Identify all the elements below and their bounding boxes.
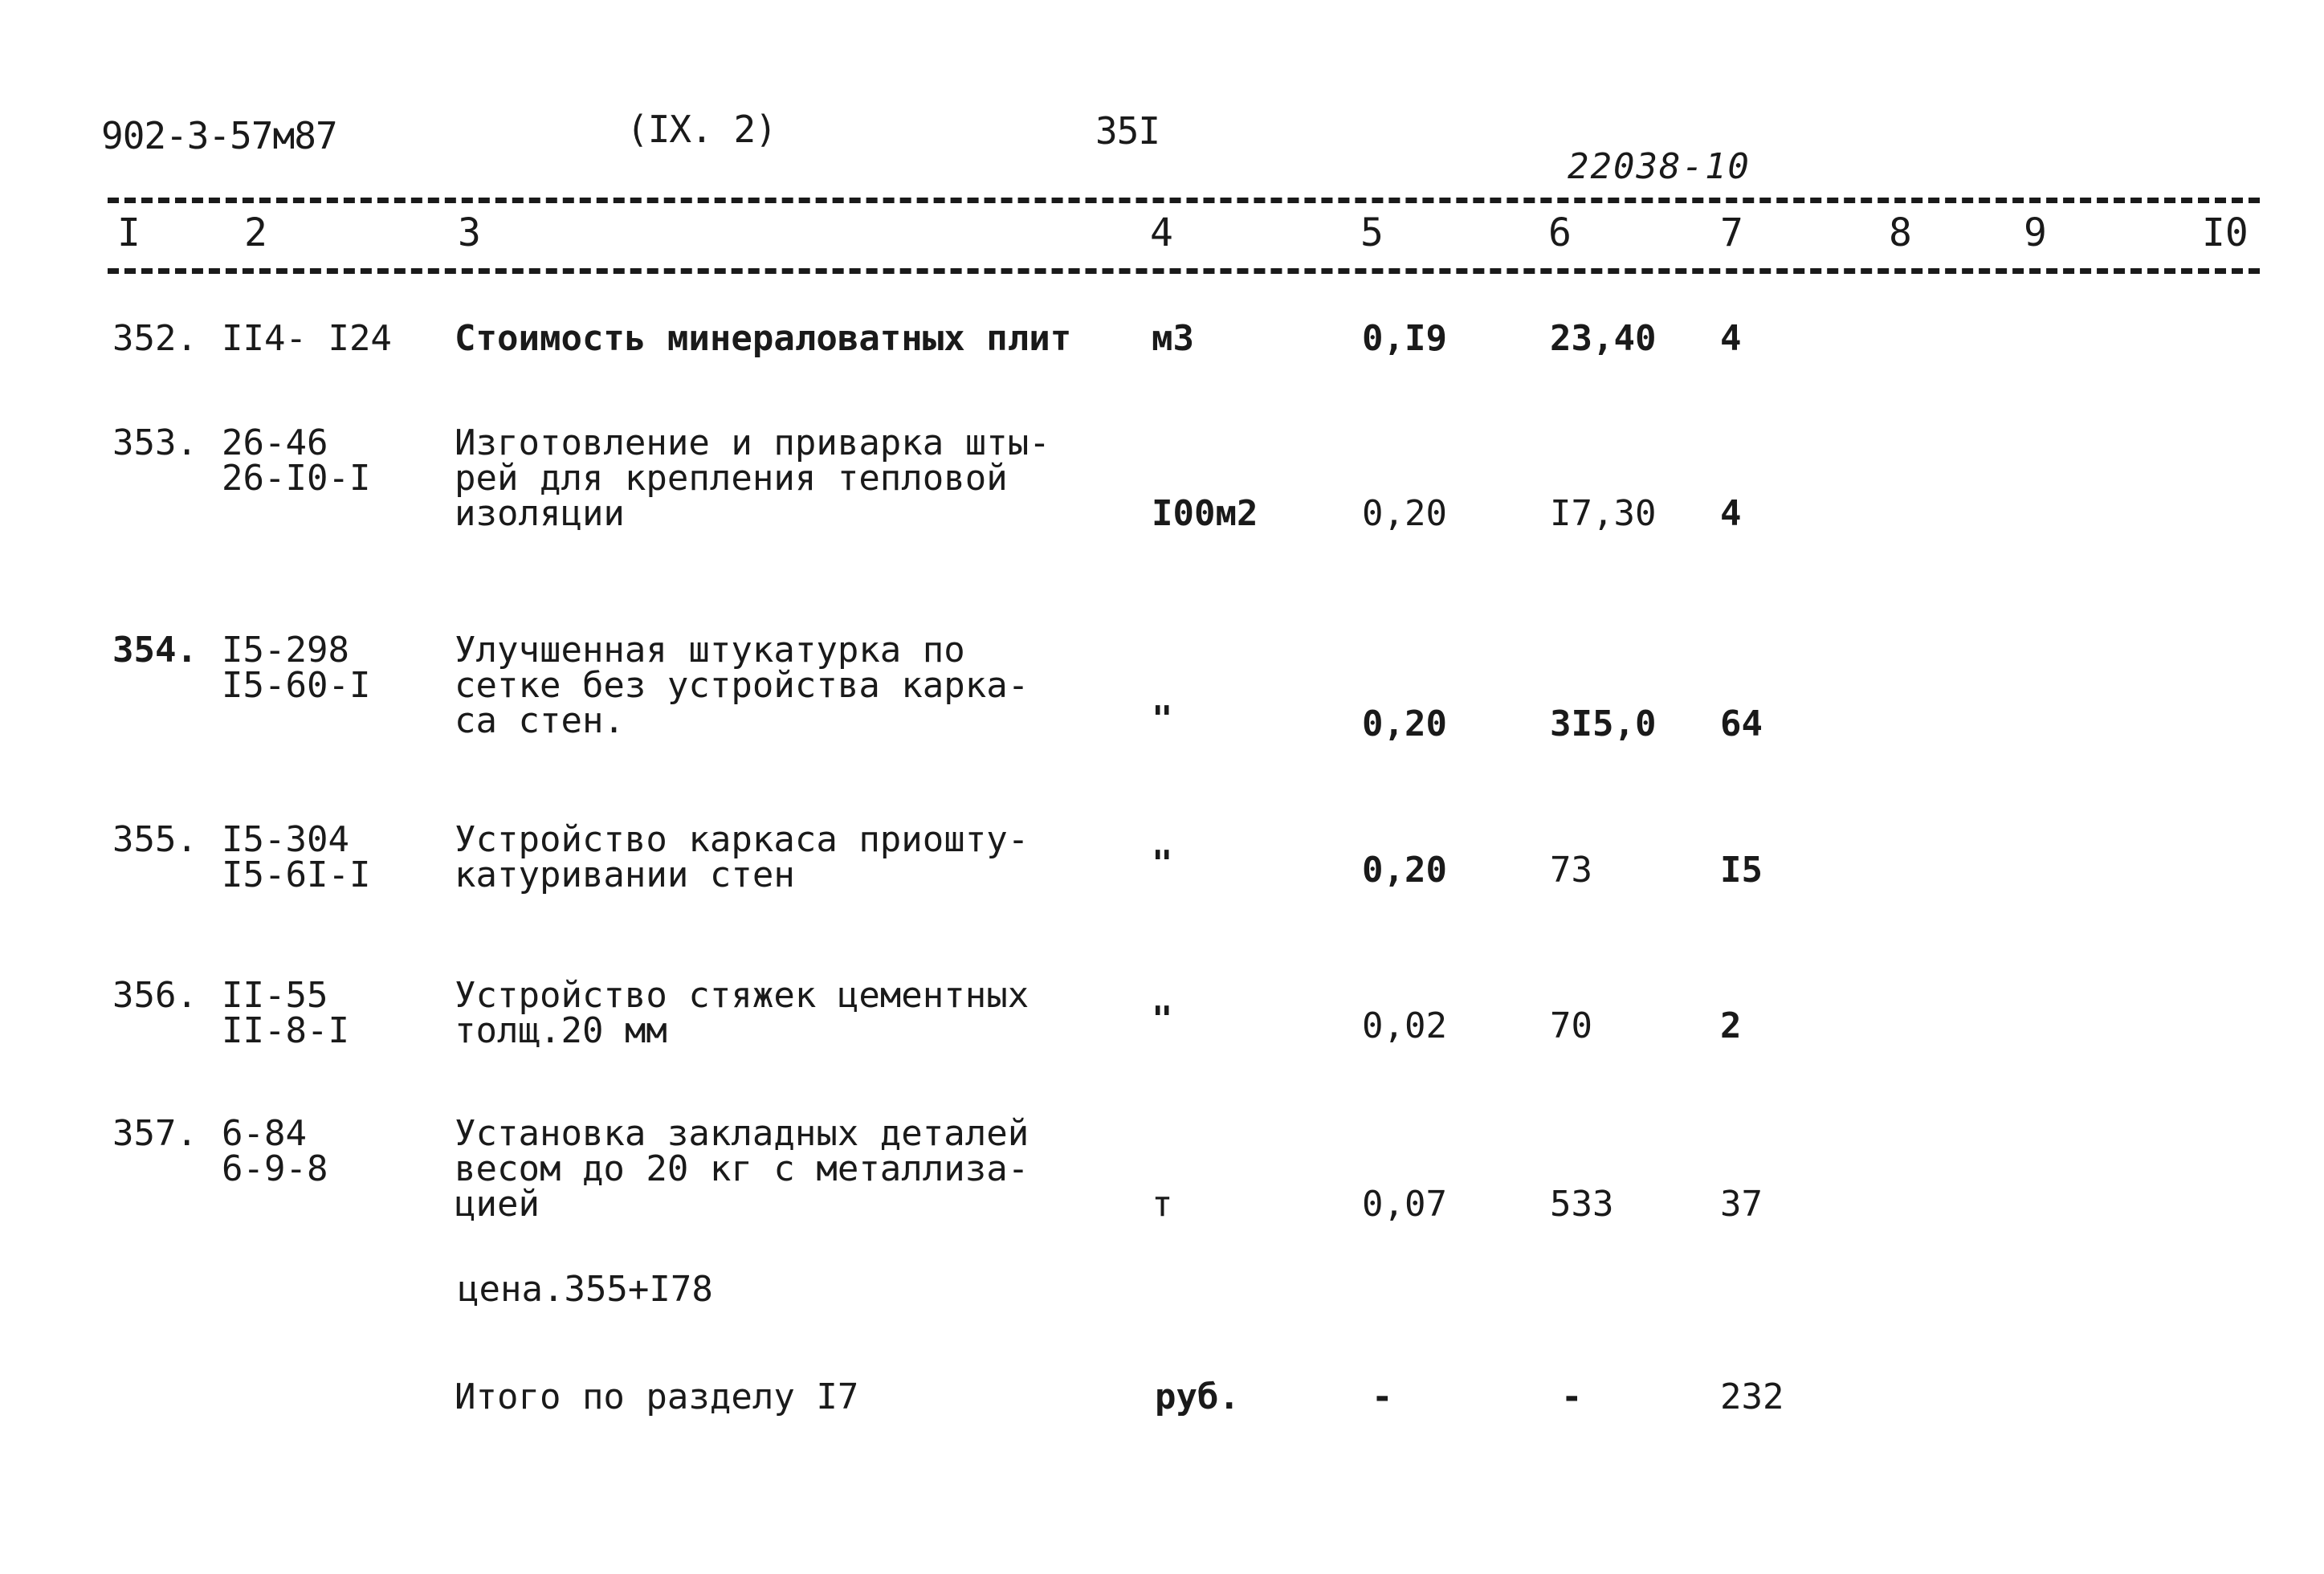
norm-code-line: II-55 [222, 975, 328, 1016]
col-4: 4 [1150, 210, 1173, 255]
work-description: Устройство стяжек цементных толщ.20 мм [455, 975, 1029, 1051]
unit-cost: 23,40 [1550, 318, 1657, 359]
total-quantity: - [1372, 1376, 1393, 1417]
row-number: 354. [112, 630, 198, 671]
row-number: 356. [112, 975, 198, 1016]
col-1: I [117, 210, 141, 255]
col-7: 7 [1720, 210, 1743, 255]
quantity: 0,20 [1362, 850, 1447, 891]
total-cost: 4 [1720, 318, 1742, 359]
total-unit-cost: - [1561, 1376, 1583, 1417]
total-sum: 232 [1720, 1376, 1784, 1417]
quantity: 0,20 [1362, 703, 1447, 744]
norm-code-line: II4- I24 [222, 318, 392, 359]
quantity: 0,07 [1362, 1184, 1447, 1225]
inventory-stamp: 22038-10 [1568, 146, 1751, 187]
norm-code [222, 422, 371, 499]
total-cost: 4 [1720, 493, 1742, 534]
work-description: Устройство каркаса приошту- катуривании стен [455, 819, 1029, 895]
work-description: Установка закладных деталей весом до 20 кг с металлиза- цией [455, 1113, 1029, 1225]
norm-code-line: I5-60-I [222, 665, 371, 706]
norm-code-line: 26-I0-I [222, 458, 371, 499]
total-cost: 2 [1720, 1005, 1742, 1046]
header-rule-bottom [108, 268, 2260, 274]
norm-code-line: II-8-I [222, 1010, 349, 1051]
col-2: 2 [244, 210, 267, 255]
total-label: Итого по разделу I7 [455, 1376, 859, 1417]
row-number: 353. [112, 422, 198, 463]
total-cost: 37 [1720, 1184, 1763, 1225]
section-number: (IX. 2) [626, 108, 777, 151]
col-9: 9 [2024, 210, 2047, 255]
norm-code-line: 6-84 [222, 1113, 307, 1154]
work-description: Изготовление и приварка шты- рей для крепления тепловой изоляции [455, 422, 1050, 534]
quantity: 0,I9 [1362, 318, 1447, 359]
price-note: цена.355+I78 [458, 1269, 713, 1310]
work-description: Стоимость минераловатных плит [455, 318, 1072, 359]
norm-code-line: 6-9-8 [222, 1148, 328, 1189]
unit-cost: 70 [1550, 1005, 1592, 1046]
norm-code [222, 1113, 328, 1189]
norm-code [222, 975, 349, 1051]
quantity: 0,20 [1362, 493, 1447, 534]
row-number: 355. [112, 819, 198, 860]
norm-code-line: I5-6I-I [222, 854, 371, 895]
quantity: 0,02 [1362, 1005, 1447, 1046]
total-cost: 64 [1720, 703, 1763, 744]
page-number: 35I [1095, 109, 1160, 153]
total-unit: руб. [1155, 1376, 1240, 1417]
row-number: 357. [112, 1113, 198, 1154]
row-number: 352. [112, 318, 198, 359]
unit: I00м2 [1152, 493, 1258, 534]
col-10: I0 [2202, 210, 2249, 255]
unit: т [1152, 1184, 1173, 1225]
norm-code-line: 26-46 [222, 422, 328, 463]
unit: " [1152, 843, 1173, 884]
header-rule-top [108, 198, 2260, 203]
norm-code-line: I5-298 [222, 630, 349, 671]
unit: " [1152, 699, 1173, 740]
unit: " [1152, 999, 1173, 1040]
col-3: 3 [458, 210, 481, 255]
work-description: Улучшенная штукатурка по сетке без устройства карка- са стен. [455, 630, 1029, 741]
unit-cost: I7,30 [1550, 493, 1657, 534]
unit-cost: 73 [1550, 850, 1592, 891]
col-5: 5 [1360, 210, 1384, 255]
unit-cost: 3I5,0 [1550, 703, 1657, 744]
col-6: 6 [1548, 210, 1572, 255]
norm-code [222, 630, 371, 706]
norm-code [222, 318, 392, 359]
unit-cost: 533 [1550, 1184, 1614, 1225]
unit: м3 [1152, 318, 1194, 359]
total-cost: I5 [1720, 850, 1763, 891]
norm-code-line: I5-304 [222, 819, 349, 860]
document-code: 902-3-57м87 [101, 114, 337, 157]
col-8: 8 [1889, 210, 1912, 255]
norm-code [222, 819, 371, 895]
